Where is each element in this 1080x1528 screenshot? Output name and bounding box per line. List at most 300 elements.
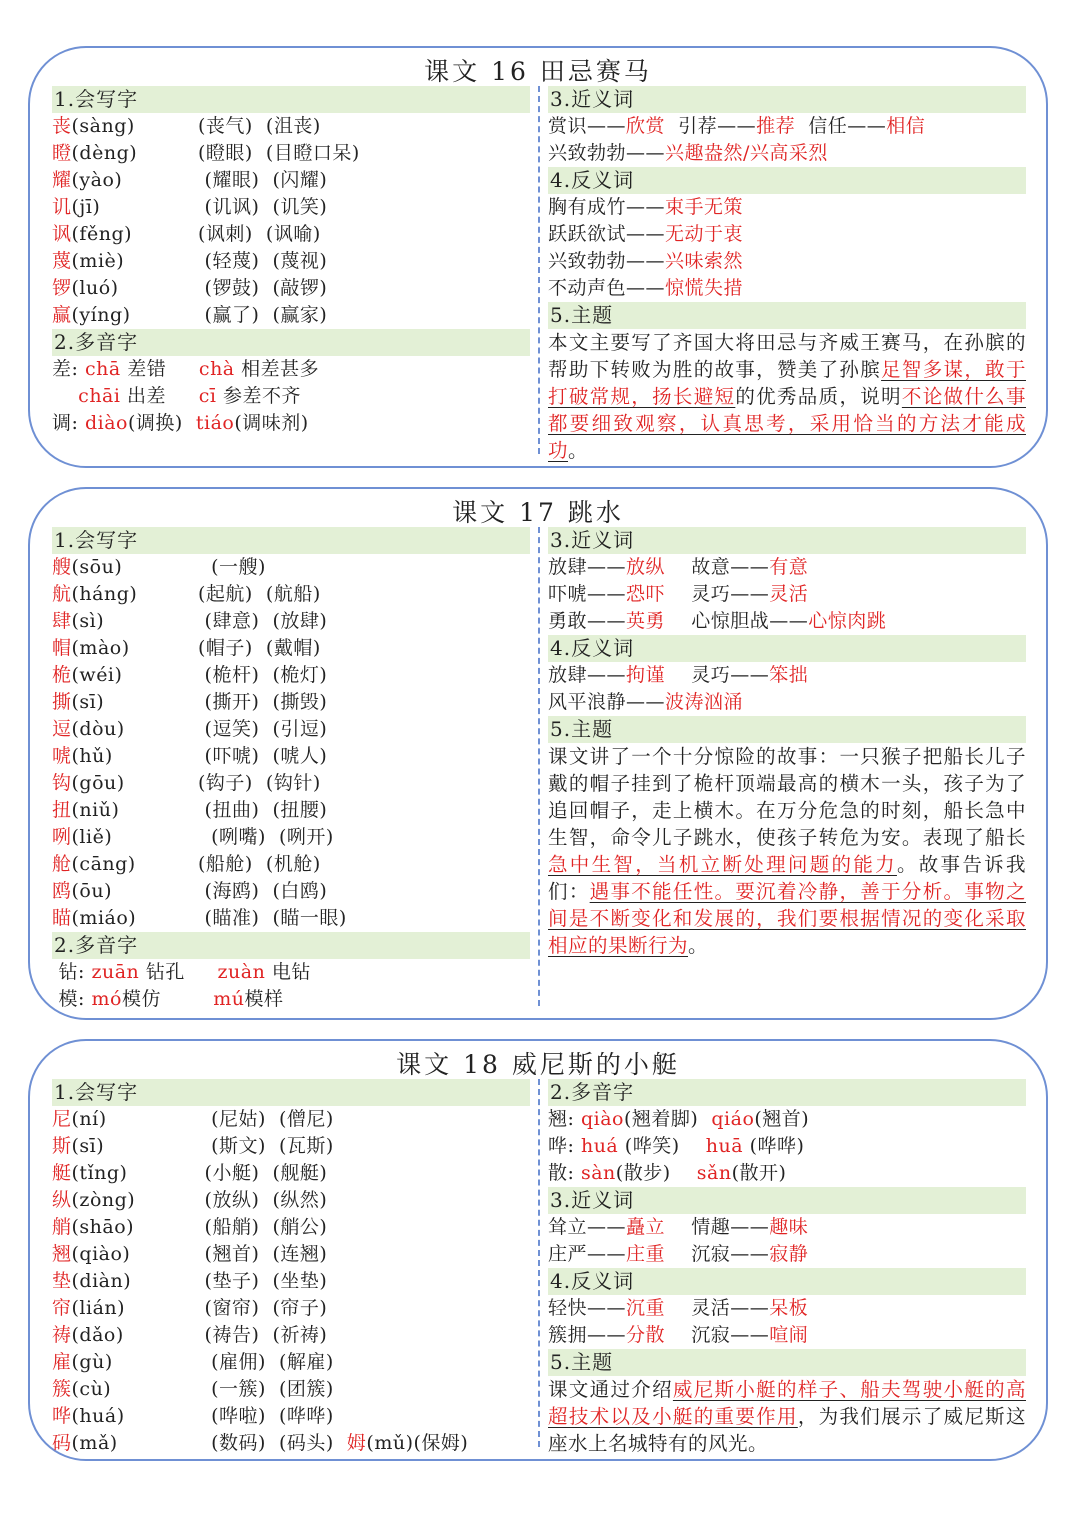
write-row	[52, 1241, 530, 1268]
highlight-text: 足智多谋，敢于打破常规，扬长避短	[548, 358, 1026, 408]
pinyin: (yíng)	[71, 304, 131, 326]
prompt-text: (哗哗)	[743, 1135, 805, 1157]
theme-paragraph	[548, 329, 1026, 464]
character: 逗	[52, 718, 72, 740]
character: 舱	[52, 853, 72, 875]
character: 瞄	[52, 907, 72, 929]
character: 讽	[52, 223, 72, 245]
section-heading-polyphone: 2.多音字	[548, 1079, 1026, 1106]
highlight-text: 不论做什么事都要细致观察，认真思考，采用恰当的方法才能成功	[548, 385, 1026, 462]
synonym-list	[548, 1214, 1026, 1268]
section-heading-write: 1.会写字	[52, 1079, 530, 1106]
prompt-text: 出差	[120, 385, 199, 407]
pinyin: (fěng)	[71, 223, 133, 245]
lesson-title: 课文 17 跳水	[452, 498, 624, 527]
word-examples: (放纵) (纵然)	[198, 1189, 328, 1211]
character: 艇	[52, 1162, 72, 1184]
antonym-row	[548, 221, 1026, 248]
word-examples: (桅杆) (桅灯)	[198, 664, 328, 686]
answer-text: 欣赏	[626, 115, 666, 137]
word-examples: (雇佣) (解雇)	[198, 1351, 334, 1373]
char-pinyin	[52, 1295, 198, 1322]
polyphone-list	[52, 959, 530, 1013]
char-pinyin	[52, 1403, 198, 1430]
char-pinyin	[52, 770, 198, 797]
write-row	[52, 302, 530, 329]
prompt-text: 模样	[244, 988, 284, 1010]
theme-text: 课文讲了一个十分惊险的故事：一只猴子把船长儿子戴的帽子挂到了桅杆顶端最高的横木一头，孩子为了追回帽子，走上横木。在万分危急的时刻，船长急中生智，命令儿子跳水，使孩子转危为安。表现了船长	[548, 745, 1026, 849]
answer-text: 寂静	[769, 1243, 809, 1265]
antonym-row	[548, 1295, 1026, 1322]
pinyin: (ní)	[71, 1108, 107, 1130]
char-pinyin	[52, 113, 198, 140]
write-row	[52, 905, 530, 932]
prompt-text: 心惊胆战——	[665, 610, 809, 632]
word-examples: (海鸥) (白鸥)	[198, 880, 328, 902]
section-heading-synonym: 3.近义词	[548, 1187, 1026, 1214]
lesson-title: 课文 18 威尼斯的小艇	[396, 1050, 680, 1079]
char-pinyin	[52, 689, 198, 716]
answer-text: 有意	[769, 556, 809, 578]
lesson-card-17	[28, 487, 1048, 1020]
character: 帘	[52, 1297, 72, 1319]
char-pinyin	[52, 878, 198, 905]
synonym-row	[548, 140, 1026, 167]
prompt-text: 信任——	[795, 115, 887, 137]
write-row	[52, 1133, 530, 1160]
character: 鸥	[52, 880, 72, 902]
theme-text: 本文主要写了齐国大将田忌与齐威王赛马，在孙膑的帮助下转败为胜的故事，赞美了孙膑	[548, 331, 1026, 381]
column-divider	[538, 1079, 540, 1447]
pinyin: (zòng)	[71, 1189, 136, 1211]
answer-text: 拘谨	[626, 664, 666, 686]
write-row	[52, 1430, 530, 1457]
write-row	[52, 275, 530, 302]
prompt-text: 哗:	[548, 1135, 581, 1157]
character: 扭	[52, 799, 72, 821]
polyphone-row	[52, 986, 530, 1013]
char-pinyin	[52, 581, 198, 608]
answer-text: 心惊肉跳	[808, 610, 887, 632]
pinyin: (yào)	[71, 169, 123, 191]
answer-text: 趣味	[769, 1216, 809, 1238]
word-examples: (船艄) (艄公)	[198, 1216, 328, 1238]
char-pinyin	[52, 302, 198, 329]
char-pinyin	[52, 1160, 198, 1187]
char-pinyin	[52, 1268, 198, 1295]
section-heading-antonym: 4.反义词	[548, 167, 1026, 194]
write-row	[52, 797, 530, 824]
right-column	[548, 1079, 1026, 1457]
prompt-text: 灵巧——	[665, 583, 770, 605]
antonym-row	[548, 662, 1026, 689]
word-examples: (一簇) (团簇)	[198, 1378, 334, 1400]
prompt-text: 吓唬——	[548, 583, 627, 605]
column-divider	[538, 527, 540, 1006]
pinyin: (huá)	[71, 1405, 125, 1427]
highlight-text: 急中生智，当机立断处理问题的能力	[548, 853, 897, 876]
pinyin: (miè)	[71, 250, 125, 272]
answer-text: 喧闹	[769, 1324, 809, 1346]
answer-text: 兴味索然	[665, 250, 744, 272]
prompt-text: 沉寂——	[665, 1243, 770, 1265]
synonym-list	[548, 113, 1026, 167]
character: 垫	[52, 1270, 72, 1292]
antonym-row	[548, 275, 1026, 302]
write-row	[52, 167, 530, 194]
lesson-card-18	[28, 1039, 1048, 1461]
section-heading-theme: 5.主题	[548, 716, 1026, 743]
char-pinyin	[52, 1187, 198, 1214]
prompt-text: 耸立——	[548, 1216, 627, 1238]
word-examples: (一艘)	[198, 556, 266, 578]
prompt-text: 跃跃欲试——	[548, 223, 666, 245]
prompt-text: (哗笑)	[618, 1135, 706, 1157]
prompt-text: (调味剂)	[234, 412, 309, 434]
char-pinyin	[52, 1322, 198, 1349]
write-row	[52, 689, 530, 716]
answer-text: huā	[705, 1135, 744, 1157]
word-examples: (帽子) (戴帽)	[198, 637, 321, 659]
prompt-text: 参差不齐	[216, 385, 301, 407]
polyphone-row	[52, 356, 530, 383]
answer-text: sǎn	[696, 1162, 732, 1184]
prompt-text: 钻孔	[139, 961, 218, 983]
character: 撕	[52, 691, 72, 713]
character: 航	[52, 583, 72, 605]
polyphone-row	[548, 1133, 1026, 1160]
pinyin: (háng)	[71, 583, 138, 605]
prompt-text: 放肆——	[548, 556, 627, 578]
synonym-list	[548, 554, 1026, 635]
polyphone-row	[548, 1160, 1026, 1187]
synonym-row	[548, 608, 1026, 635]
polyphone-list	[52, 356, 530, 437]
character: 桅	[52, 664, 72, 686]
prompt-text: (调换)	[127, 412, 196, 434]
pinyin: (tǐng)	[71, 1162, 128, 1184]
write-row	[52, 716, 530, 743]
write-row	[52, 1322, 530, 1349]
character: 锣	[52, 277, 72, 299]
prompt-text: 散:	[548, 1162, 581, 1184]
column-divider	[538, 86, 540, 454]
char-pinyin	[52, 662, 198, 689]
prompt-text: 翘:	[548, 1108, 581, 1130]
character: 耀	[52, 169, 72, 191]
write-row	[52, 1403, 530, 1430]
prompt-text: 勇敢——	[548, 610, 627, 632]
pinyin: (niǔ)	[71, 799, 120, 821]
word-examples: (逗笑) (引逗)	[198, 718, 328, 740]
section-heading-polyphone: 2.多音字	[52, 329, 530, 356]
character: 尼	[52, 1108, 72, 1130]
answer-text: 放纵	[626, 556, 666, 578]
theme-paragraph	[548, 743, 1026, 959]
char-pinyin	[52, 1349, 198, 1376]
polyphone-row	[52, 959, 530, 986]
word-examples: (瞪眼) (目瞪口呆)	[198, 142, 360, 164]
antonym-row	[548, 194, 1026, 221]
section-heading-polyphone: 2.多音字	[52, 932, 530, 959]
word-examples: (丧气) (沮丧)	[198, 115, 321, 137]
word-examples: (翘首) (连翘)	[198, 1243, 328, 1265]
word-examples: (船舱) (机舱)	[198, 853, 321, 875]
answer-text: chāi	[78, 385, 121, 407]
right-column	[548, 86, 1026, 464]
theme-text: 。故事告诉我们：	[548, 853, 1026, 903]
word-examples: (赢了) (赢家)	[198, 304, 328, 326]
pinyin: (luó)	[71, 277, 119, 299]
character: 艄	[52, 1216, 72, 1238]
char-pinyin	[52, 1214, 198, 1241]
synonym-row	[548, 1214, 1026, 1241]
pinyin: (mǎ)	[71, 1432, 118, 1454]
antonym-list	[548, 194, 1026, 302]
write-list	[52, 113, 530, 329]
word-examples: (窗帘) (帘子)	[198, 1297, 328, 1319]
pinyin: (miáo)	[71, 907, 137, 929]
prompt-text: 情趣——	[665, 1216, 770, 1238]
answer-text: 庄重	[626, 1243, 666, 1265]
write-row	[52, 824, 530, 851]
write-row	[52, 743, 530, 770]
word-examples: (锣鼓) (敲锣)	[198, 277, 328, 299]
pinyin: (hǔ)	[71, 745, 113, 767]
write-row	[52, 194, 530, 221]
section-heading-antonym: 4.反义词	[548, 1268, 1026, 1295]
write-row	[52, 140, 530, 167]
highlight-text: 威尼斯小艇的样子、船夫驾驶小艇的高超技术以及小艇的重要作用	[548, 1378, 1026, 1428]
write-row	[52, 1187, 530, 1214]
word-examples: (扭曲) (扭腰)	[198, 799, 328, 821]
theme-text: 的优秀品质，说明	[735, 385, 902, 408]
prompt-text: 簇拥——	[548, 1324, 627, 1346]
char-pinyin	[52, 554, 198, 581]
pinyin: (dèng)	[71, 142, 138, 164]
character: 翘	[52, 1243, 72, 1265]
prompt-text: 不动声色——	[548, 277, 666, 299]
answer-text: cī	[198, 385, 217, 407]
prompt-text: 差:	[52, 358, 85, 380]
character: 瞪	[52, 142, 72, 164]
section-heading-synonym: 3.近义词	[548, 86, 1026, 113]
pinyin: (lián)	[71, 1297, 126, 1319]
pinyin: (mǔ)	[366, 1432, 414, 1454]
pinyin: (dòu)	[71, 718, 125, 740]
highlight-text: 遇事不能任性。要沉着冷静，善于分析。事物之间是不断变化和发展的，我们要根据情况的变化采取相应的果断行为	[548, 880, 1026, 957]
word-examples: (肆意) (放肆)	[198, 610, 328, 632]
character: 钩	[52, 772, 72, 794]
character: 帽	[52, 637, 72, 659]
pinyin: (gù)	[71, 1351, 113, 1373]
pinyin: (ōu)	[71, 880, 113, 902]
char-pinyin	[52, 716, 198, 743]
prompt-text: 放肆——	[548, 664, 627, 686]
theme-text: 。	[688, 934, 709, 957]
answer-text: huá	[580, 1135, 619, 1157]
prompt-text: (翘着脚)	[623, 1108, 712, 1130]
theme-text: 课文通过介绍	[548, 1378, 673, 1401]
prompt-text: 兴致勃勃——	[548, 142, 666, 164]
character: 姆	[346, 1432, 367, 1454]
answer-text: tiáo	[195, 412, 235, 434]
pinyin: (qiào)	[71, 1243, 131, 1265]
char-pinyin	[52, 1241, 198, 1268]
write-row	[52, 581, 530, 608]
section-heading-write: 1.会写字	[52, 86, 530, 113]
write-row	[52, 1160, 530, 1187]
write-row	[52, 1349, 530, 1376]
word-examples: (瞄准) (瞄一眼)	[198, 907, 347, 929]
answer-text: qiáo	[711, 1108, 755, 1130]
prompt-text: 电钻	[265, 961, 311, 983]
answer-text: mó	[91, 988, 122, 1010]
char-pinyin	[52, 248, 198, 275]
antonym-list	[548, 1295, 1026, 1349]
prompt-text: (散步)	[615, 1162, 697, 1184]
write-row	[52, 1376, 530, 1403]
word-examples: (数码) (码头)	[198, 1432, 347, 1454]
pinyin: (dǎo)	[71, 1324, 124, 1346]
write-row	[52, 554, 530, 581]
pinyin: (sàng)	[71, 115, 135, 137]
pinyin: (mào)	[71, 637, 130, 659]
char-pinyin	[52, 824, 198, 851]
prompt-text: 胸有成竹——	[548, 196, 666, 218]
word-examples: (钩子) (钩针)	[198, 772, 321, 794]
word-examples: (撕开) (撕毁)	[198, 691, 328, 713]
word-examples: (哗啦) (哗哗)	[198, 1405, 334, 1427]
polyphone-list	[548, 1106, 1026, 1187]
pinyin: (jī)	[71, 196, 101, 218]
write-row	[52, 878, 530, 905]
prompt-text: (翘首)	[754, 1108, 810, 1130]
section-heading-write: 1.会写字	[52, 527, 530, 554]
left-column	[52, 1079, 530, 1457]
write-row	[52, 1268, 530, 1295]
left-column	[52, 86, 530, 437]
section-heading-synonym: 3.近义词	[548, 527, 1026, 554]
prompt-text: 故意——	[665, 556, 770, 578]
answer-text: 惊慌失措	[665, 277, 744, 299]
answer-text: 呆板	[769, 1297, 809, 1319]
prompt-text: 差错	[120, 358, 199, 380]
char-pinyin	[52, 1106, 198, 1133]
char-pinyin	[52, 140, 198, 167]
answer-text: chā	[84, 358, 121, 380]
character: 簇	[52, 1378, 72, 1400]
write-row	[52, 1295, 530, 1322]
polyphone-row	[548, 1106, 1026, 1133]
theme-text: ，为我们展示了威尼斯这座水上名城特有的风光。	[548, 1405, 1026, 1455]
answer-text: qiào	[580, 1108, 624, 1130]
character: 祷	[52, 1324, 72, 1346]
pinyin: (sì)	[71, 610, 105, 632]
answer-text: 沉重	[626, 1297, 666, 1319]
char-pinyin	[52, 608, 198, 635]
answer-text: 兴趣盎然/兴高采烈	[665, 142, 828, 164]
prompt-text: 风平浪静——	[548, 691, 666, 713]
character: 艘	[52, 556, 72, 578]
char-pinyin	[52, 743, 198, 770]
section-heading-theme: 5.主题	[548, 302, 1026, 329]
answer-text: diào	[84, 412, 128, 434]
character: 纵	[52, 1189, 72, 1211]
prompt-text: 庄严——	[548, 1243, 627, 1265]
word-examples: (吓唬) (唬人)	[198, 745, 328, 767]
character: 码	[52, 1432, 72, 1454]
word-examples: (尼姑) (僧尼)	[198, 1108, 334, 1130]
antonym-row	[548, 689, 1026, 716]
char-pinyin	[52, 797, 198, 824]
answer-text: 分散	[626, 1324, 666, 1346]
write-list	[52, 1106, 530, 1457]
answer-text: zuàn	[217, 961, 266, 983]
prompt-text: 相差甚多	[234, 358, 320, 380]
character: 唬	[52, 745, 72, 767]
synonym-row	[548, 113, 1026, 140]
character: 丧	[52, 115, 72, 137]
section-heading-theme: 5.主题	[548, 1349, 1026, 1376]
synonym-row	[548, 581, 1026, 608]
synonym-row	[548, 1241, 1026, 1268]
character: 讥	[52, 196, 72, 218]
prompt-text: 兴致勃勃——	[548, 250, 666, 272]
answer-text: zuān	[91, 961, 140, 983]
write-row	[52, 1214, 530, 1241]
prompt-text: 赏识——	[548, 115, 627, 137]
answer-text: mú	[213, 988, 245, 1010]
polyphone-row	[52, 410, 530, 437]
prompt-text: 灵活——	[665, 1297, 770, 1319]
pinyin: (sī)	[71, 1135, 105, 1157]
theme-paragraph	[548, 1376, 1026, 1457]
answer-text: 相信	[886, 115, 926, 137]
synonym-row	[548, 554, 1026, 581]
theme-text: 。	[568, 439, 589, 462]
left-column	[52, 527, 530, 1013]
polyphone-row	[52, 383, 530, 410]
char-pinyin	[52, 635, 198, 662]
lesson-title: 课文 16 田忌赛马	[424, 57, 652, 86]
write-row	[52, 608, 530, 635]
write-row	[52, 1106, 530, 1133]
write-list	[52, 554, 530, 932]
answer-text: 英勇	[626, 610, 666, 632]
word-examples: (耀眼) (闪耀)	[198, 169, 328, 191]
write-row	[52, 248, 530, 275]
write-row	[52, 851, 530, 878]
char-pinyin	[52, 275, 198, 302]
prompt-text: (散开)	[731, 1162, 787, 1184]
char-pinyin	[52, 851, 198, 878]
write-row	[52, 662, 530, 689]
character: 斯	[52, 1135, 72, 1157]
write-row	[52, 113, 530, 140]
pinyin: (sōu)	[71, 556, 123, 578]
answer-text: 笨拙	[769, 664, 809, 686]
prompt-text: 调:	[52, 412, 85, 434]
answer-text: sàn	[580, 1162, 616, 1184]
prompt-text: 引荐——	[665, 115, 757, 137]
word-examples: (小艇) (舰艇)	[198, 1162, 328, 1184]
char-pinyin	[52, 167, 198, 194]
lesson-card-16	[28, 46, 1048, 468]
character: 哗	[52, 1405, 72, 1427]
right-column	[548, 527, 1026, 959]
character: 蔑	[52, 250, 72, 272]
